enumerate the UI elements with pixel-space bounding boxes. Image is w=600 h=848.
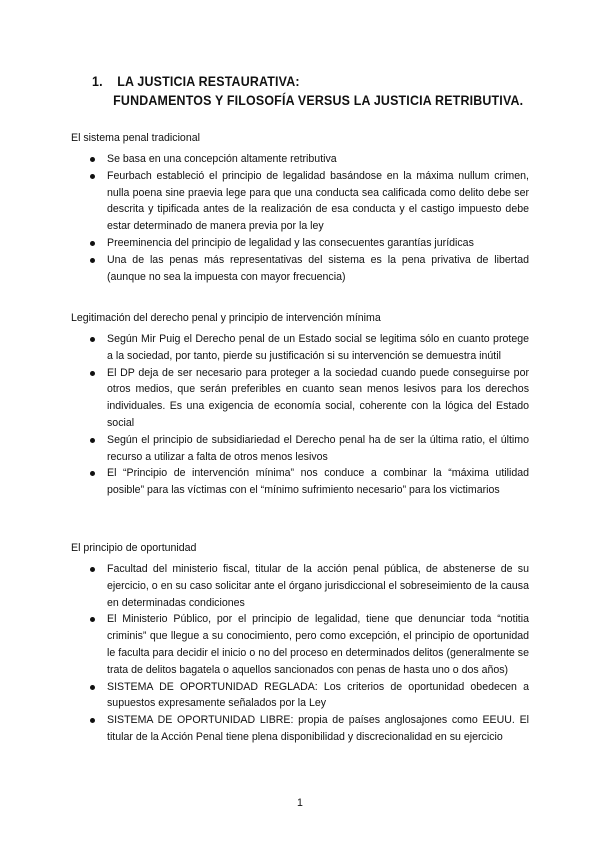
bullet-icon	[90, 685, 95, 690]
list-item: Una de las penas más representativas del sistema es la pena privativa de libertad (aunque no sea la impuesta con mayor frecuencia)	[71, 252, 529, 286]
list-item: Según Mir Puig el Derecho penal de un Estado social se legitima sólo en cuanto protege a la sociedad, por tanto, pierde su justificación si su intervención se demuestra inútil	[71, 331, 529, 365]
title-number: 1.	[92, 74, 103, 89]
list-item: El DP deja de ser necesario para proteger a la sociedad cuando puede conseguirse por otros medios, que serán preferibles en cuanto sean menos lesivos para los derechos individuales. Es una exigencia de economía social, coherente con la lógica del Estado social	[71, 365, 529, 432]
bullet-icon	[90, 438, 95, 443]
list-item: SISTEMA DE OPORTUNIDAD LIBRE: propia de países anglosajones como EEUU. El titular de la Acción Penal tiene plena disponibilidad y discrecionalidad en su ejercicio	[71, 712, 529, 746]
bullet-icon	[90, 471, 95, 476]
list-item: Según el principio de subsidiariedad el Derecho penal ha de ser la última ratio, el último recurso a utilizar a falta de otros menos lesivos	[71, 432, 529, 466]
bullet-icon	[90, 617, 95, 622]
page-number: 1	[297, 797, 303, 809]
section-list-sistema-penal	[71, 151, 529, 285]
list-item: Feurbach estableció el principio de legalidad basándose en la máxima nullum crimen, nulla poena sine praevia lege para que una conducta sea calificada como delito debe ser descrita y tipificada antes de la realización de esa conducta y el castigo impuesto debe estar determinado de manera previa por la ley	[71, 168, 529, 235]
bullet-icon	[90, 567, 95, 572]
bullet-icon	[90, 337, 95, 342]
title-line-1: LA JUSTICIA RESTAURATIVA:	[117, 74, 300, 89]
section-heading-principio-oportunidad: El principio de oportunidad	[71, 542, 197, 554]
list-item: Preeminencia del principio de legalidad y las consecuentes garantías jurídicas	[71, 235, 529, 252]
bullet-icon	[90, 371, 95, 376]
list-item: El “Principio de intervención mínima” nos conduce a combinar la “máxima utilidad posible” para las víctimas con el “mínimo sufrimiento necesario” para los victimarios	[71, 465, 529, 499]
bullet-icon	[90, 718, 95, 723]
bullet-icon	[90, 157, 95, 162]
bullet-icon	[90, 174, 95, 179]
list-item: Facultad del ministerio fiscal, titular de la acción penal pública, de abstenerse de su ejercicio, o en su caso solicitar ante el órgano jurisdiccional el sobreseimiento de la causa en determinadas condiciones	[71, 561, 529, 611]
section-list-principio-oportunidad	[71, 561, 529, 746]
list-item: Se basa en una concepción altamente retributiva	[71, 151, 529, 168]
section-list-legitimacion	[71, 331, 529, 499]
list-item: SISTEMA DE OPORTUNIDAD REGLADA: Los criterios de oportunidad obedecen a supuestos expresamente señalados por la Ley	[71, 679, 529, 713]
document-title	[92, 72, 523, 110]
bullet-icon	[90, 258, 95, 263]
section-heading-sistema-penal: El sistema penal tradicional	[71, 132, 200, 144]
bullet-icon	[90, 241, 95, 246]
title-line-2: FUNDAMENTOS Y FILOSOFÍA VERSUS LA JUSTICIA RETRIBUTIVA.	[113, 93, 524, 108]
section-heading-legitimacion: Legitimación del derecho penal y principio de intervención mínima	[71, 312, 381, 324]
list-item: El Ministerio Público, por el principio de legalidad, tiene que denunciar toda “notitia criminis” que llegue a su conocimiento, pero como excepción, el principio de oportunidad le faculta para decidir el inicio o no del proceso en determinados delitos (generalmente se trata de delitos bagatela o aquellos sancionados con penas de hasta uno o dos años)	[71, 611, 529, 678]
